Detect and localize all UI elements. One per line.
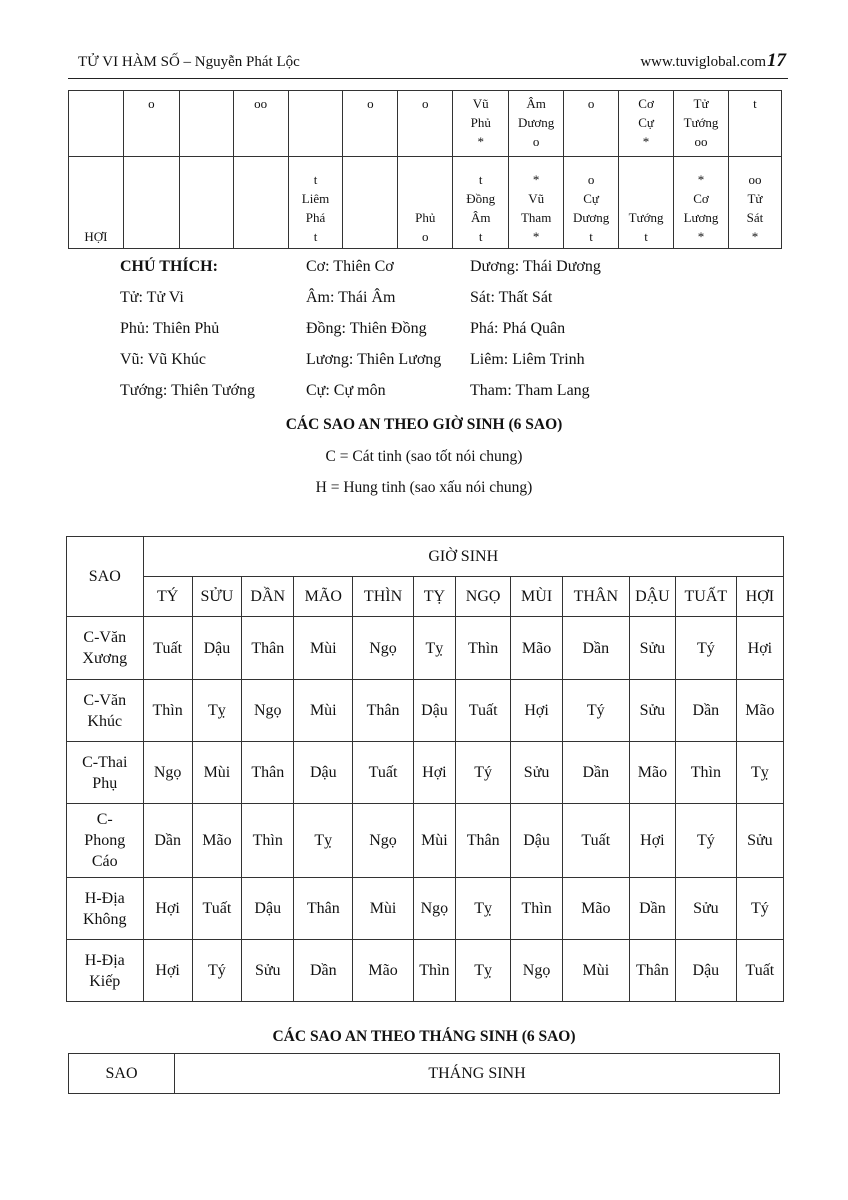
hour-value-cell: Sửu [675, 878, 736, 940]
palace-cell: o [123, 91, 179, 157]
hour-value-cell: Tuất [143, 617, 192, 680]
table-row [67, 617, 784, 680]
palace-cell: oo Tử Sát * [728, 157, 781, 249]
legend-item: Sát: Thất Sát [470, 289, 553, 306]
thang-sinh-header: THÁNG SINH [175, 1054, 780, 1094]
hour-value-cell: Thìn [455, 617, 511, 680]
hour-header-cell: DẦN [242, 577, 294, 617]
palace-cell: o [398, 91, 453, 157]
hour-value-cell: Dần [675, 680, 736, 742]
palace-cell: t [728, 91, 781, 157]
hour-value-cell: Mùi [192, 742, 241, 804]
palace-cell [69, 91, 124, 157]
hour-value-cell: Mão [353, 940, 414, 1002]
legend-item: Tướng: Thiên Tướng [120, 382, 255, 399]
sao-header: SAO [67, 537, 144, 617]
hour-value-cell: Thân [242, 742, 294, 804]
hour-header-cell: NGỌ [455, 577, 511, 617]
legend-item: Dương: Thái Dương [470, 258, 601, 275]
hour-value-cell: Tuất [192, 878, 241, 940]
hour-value-cell: Dậu [192, 617, 241, 680]
hour-value-cell: Thân [242, 617, 294, 680]
hour-header-cell: SỬU [192, 577, 241, 617]
hour-value-cell: Thìn [675, 742, 736, 804]
hour-value-cell: Mùi [294, 680, 353, 742]
table-row [67, 804, 784, 878]
hour-value-cell: Thân [294, 878, 353, 940]
legend-item: Lương: Thiên Lương [306, 351, 442, 368]
legend-item: Phủ: Thiên Phủ [120, 320, 220, 337]
hour-value-cell: Hợi [736, 617, 783, 680]
hour-value-cell: Mão [736, 680, 783, 742]
top-table-row [69, 91, 782, 157]
hour-value-cell: Thân [455, 804, 511, 878]
palace-cell: Tướng t [619, 157, 674, 249]
hour-header-cell: MÙI [511, 577, 562, 617]
palace-cell: o [564, 91, 619, 157]
hour-value-cell: Tỵ [455, 940, 511, 1002]
star-name-cell: C-Thai Phụ [67, 742, 144, 804]
hour-value-cell: Mão [511, 617, 562, 680]
palace-cell: Tử Tướng oo [674, 91, 729, 157]
legend-item: Vũ: Vũ Khúc [120, 351, 206, 368]
hour-value-cell: Dần [629, 878, 675, 940]
table-row [67, 940, 784, 1002]
hour-value-cell: Dần [143, 804, 192, 878]
note-cat-tinh: C = Cát tinh (sao tốt nói chung) [325, 448, 523, 465]
hour-value-cell: Tuất [562, 804, 629, 878]
hour-header-row [67, 577, 784, 617]
hour-value-cell: Thân [629, 940, 675, 1002]
gio-sinh-header: GIỜ SINH [143, 537, 783, 577]
sao-header: SAO [69, 1054, 175, 1094]
palace-cell [233, 157, 288, 249]
hour-header-cell: TÝ [143, 577, 192, 617]
hour-value-cell: Ngọ [353, 804, 414, 878]
hour-value-cell: Ngọ [511, 940, 562, 1002]
hour-value-cell: Mão [562, 878, 629, 940]
page-number: 17 [767, 50, 786, 71]
hour-header-cell: MÃO [294, 577, 353, 617]
hour-value-cell: Dần [562, 742, 629, 804]
hour-value-cell: Ngọ [413, 878, 455, 940]
hour-value-cell: Sửu [511, 742, 562, 804]
section-title-hour: CÁC SAO AN THEO GIỜ SINH (6 SAO) [285, 416, 563, 433]
header-title: TỬ VI HÀM SỐ – Nguyễn Phát Lộc [78, 54, 300, 70]
legend-item: Phá: Phá Quân [470, 320, 566, 337]
section-title-month: CÁC SAO AN THEO THÁNG SINH (6 SAO) [272, 1028, 576, 1045]
hour-value-cell: Tý [562, 680, 629, 742]
hour-value-cell: Mùi [294, 617, 353, 680]
hour-value-cell: Mùi [562, 940, 629, 1002]
hour-value-cell: Hợi [413, 742, 455, 804]
hour-header-cell: THÌN [353, 577, 414, 617]
legend-title: CHÚ THÍCH: [120, 258, 218, 275]
hour-value-cell: Sửu [629, 617, 675, 680]
hour-value-cell: Tý [675, 617, 736, 680]
legend-item: Liêm: Liêm Trinh [470, 351, 585, 368]
palace-cell [288, 91, 343, 157]
hour-header-cell: DẬU [629, 577, 675, 617]
hour-value-cell: Tỵ [413, 617, 455, 680]
star-name-cell: C-Văn Xương [67, 617, 144, 680]
hour-value-cell: Hợi [629, 804, 675, 878]
palace-cell: Phủ o [398, 157, 453, 249]
hour-value-cell: Mùi [353, 878, 414, 940]
hour-value-cell: Tý [736, 878, 783, 940]
legend-item: Tham: Tham Lang [470, 382, 590, 399]
table-row [67, 742, 784, 804]
hour-value-cell: Sửu [736, 804, 783, 878]
hour-value-cell: Tuất [353, 742, 414, 804]
hour-value-cell: Tý [675, 804, 736, 878]
header-rule [68, 78, 788, 79]
hour-value-cell: Dậu [242, 878, 294, 940]
hour-value-cell: Dậu [511, 804, 562, 878]
hour-value-cell: Thìn [413, 940, 455, 1002]
legend-item: Âm: Thái Âm [306, 289, 396, 306]
hour-value-cell: Thìn [143, 680, 192, 742]
hour-value-cell: Dần [562, 617, 629, 680]
palace-cell: t Liêm Phá t [288, 157, 343, 249]
hour-value-cell: Tỵ [294, 804, 353, 878]
hour-value-cell: Tỵ [455, 878, 511, 940]
hour-value-cell: Dậu [294, 742, 353, 804]
legend-item: Cự: Cự môn [306, 382, 386, 399]
palace-cell: Vũ Phủ * [453, 91, 509, 157]
palace-cell: Âm Dương o [509, 91, 564, 157]
star-name-cell: H-Địa Không [67, 878, 144, 940]
hour-value-cell: Dậu [675, 940, 736, 1002]
hour-value-cell: Mão [629, 742, 675, 804]
hour-value-cell: Thìn [242, 804, 294, 878]
hour-value-cell: Thìn [511, 878, 562, 940]
hour-value-cell: Sửu [629, 680, 675, 742]
hour-value-cell: Hợi [143, 940, 192, 1002]
hour-value-cell: Tuất [455, 680, 511, 742]
palace-cell: Cơ Cự * [619, 91, 674, 157]
palace-cell: o Cự Dương t [564, 157, 619, 249]
hour-value-cell: Tỵ [736, 742, 783, 804]
palace-cell: oo [233, 91, 288, 157]
hour-value-cell: Ngọ [143, 742, 192, 804]
palace-label: HỢI [69, 157, 124, 249]
hour-header-cell: HỢI [736, 577, 783, 617]
legend-item: Đồng: Thiên Đồng [306, 320, 427, 337]
hour-value-cell: Tý [455, 742, 511, 804]
hour-header-cell: THÂN [562, 577, 629, 617]
hour-value-cell: Dần [294, 940, 353, 1002]
hour-header-cell: TỴ [413, 577, 455, 617]
hour-value-cell: Sửu [242, 940, 294, 1002]
palace-cell: o [343, 91, 398, 157]
hour-value-cell: Tuất [736, 940, 783, 1002]
star-name-cell: C-Văn Khúc [67, 680, 144, 742]
top-palace-table [68, 90, 782, 249]
hour-star-table [66, 536, 784, 1002]
hour-value-cell: Mão [192, 804, 241, 878]
hour-value-cell: Tý [192, 940, 241, 1002]
star-name-cell: H-Địa Kiếp [67, 940, 144, 1002]
legend-item: Cơ: Thiên Cơ [306, 258, 394, 275]
hour-value-cell: Hợi [143, 878, 192, 940]
table-row [67, 878, 784, 940]
table-row [67, 680, 784, 742]
legend-item: Tử: Tử Vi [120, 289, 184, 306]
hour-value-cell: Tỵ [192, 680, 241, 742]
palace-cell [179, 91, 233, 157]
header-url[interactable]: www.tuviglobal.com [640, 54, 766, 70]
palace-cell [179, 157, 233, 249]
hour-value-cell: Mùi [413, 804, 455, 878]
palace-cell: * Vũ Tham * [509, 157, 564, 249]
palace-cell [123, 157, 179, 249]
hour-header-cell: TUẤT [675, 577, 736, 617]
page-header [68, 50, 786, 80]
hour-value-cell: Hợi [511, 680, 562, 742]
note-hung-tinh: H = Hung tinh (sao xấu nói chung) [315, 479, 533, 496]
top-table-row [69, 157, 782, 249]
star-name-cell: C- Phong Cáo [67, 804, 144, 878]
palace-cell [343, 157, 398, 249]
hour-value-cell: Ngọ [242, 680, 294, 742]
hour-value-cell: Ngọ [353, 617, 414, 680]
hour-value-cell: Dậu [413, 680, 455, 742]
palace-cell: t Đồng Âm t [453, 157, 509, 249]
month-star-table [68, 1053, 780, 1094]
palace-cell: * Cơ Lương * [674, 157, 729, 249]
hour-value-cell: Thân [353, 680, 414, 742]
